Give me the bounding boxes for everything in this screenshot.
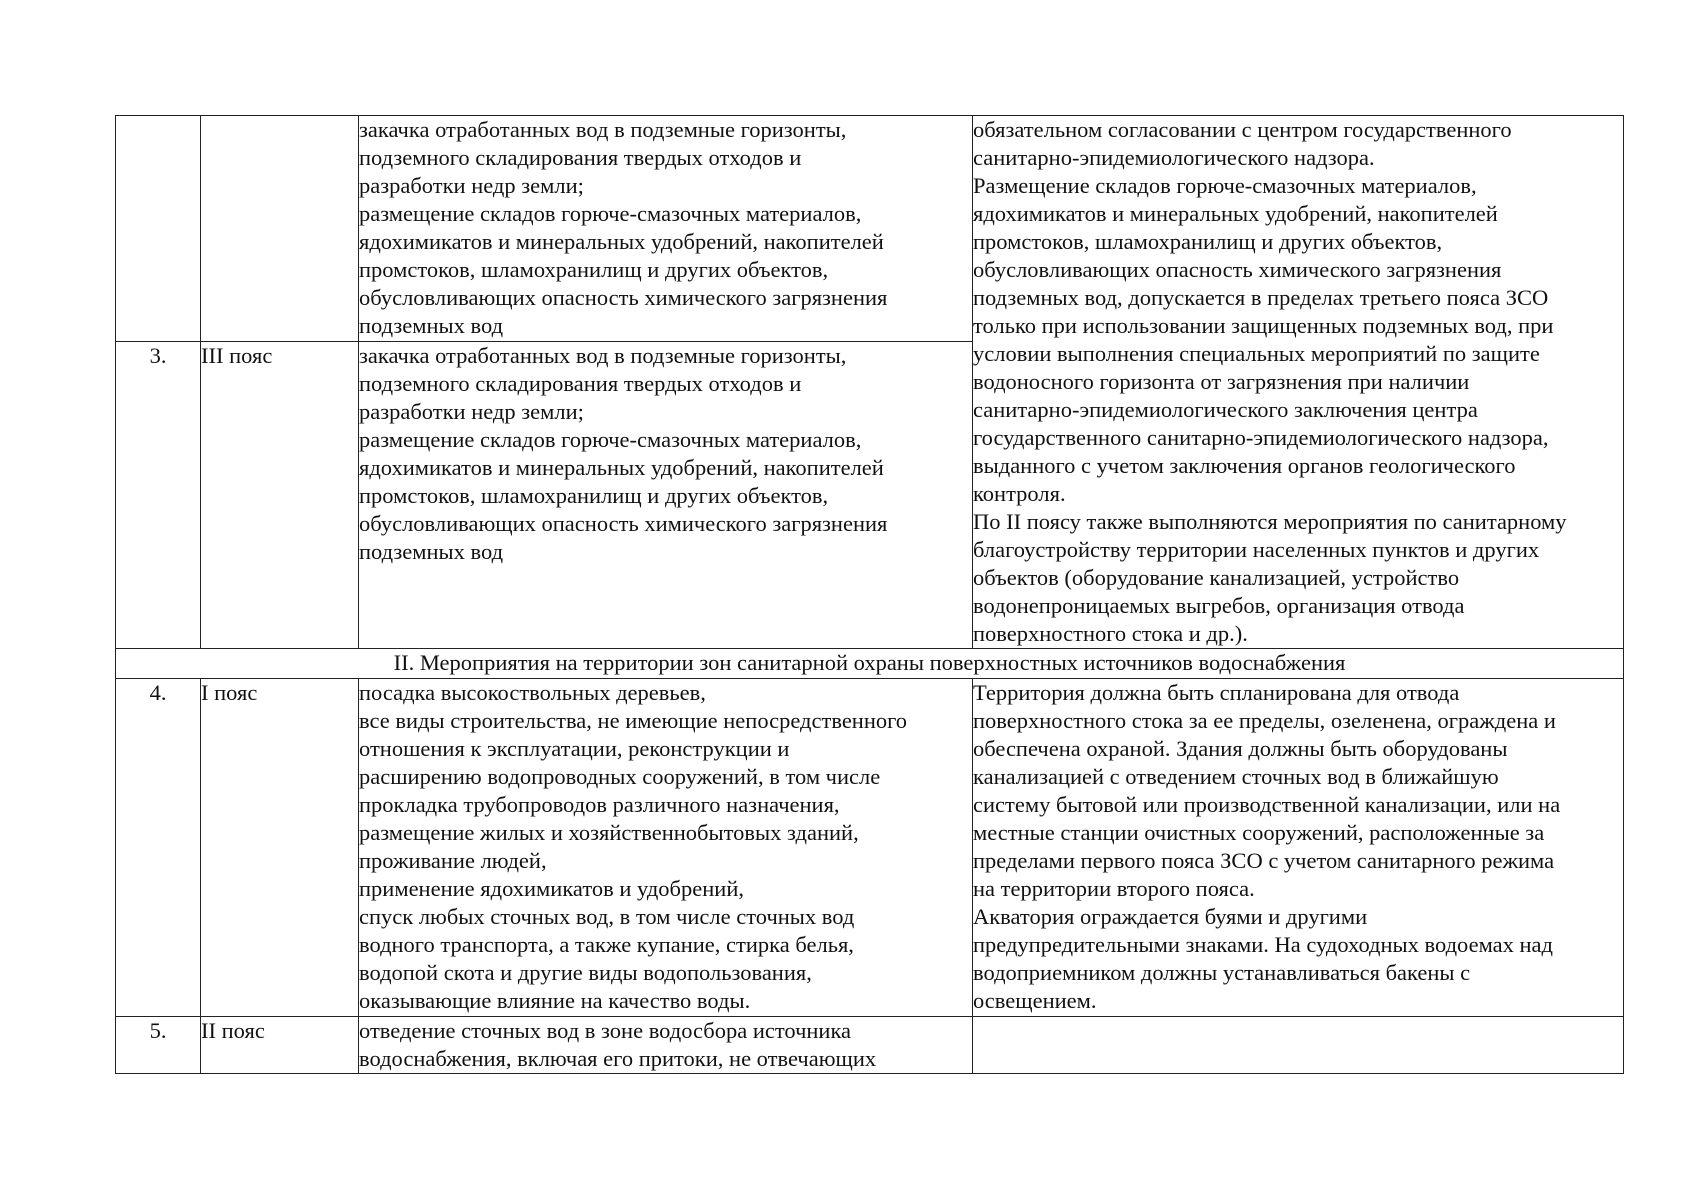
text-line: обусловливающих опасность химического загрязнения [359,285,888,310]
text-line: обусловливающих опасность химического загрязнения [359,511,888,536]
text-line: систему бытовой или производственной канализации, или на [973,792,1561,817]
text-line: канализацией с отведением сточных вод в ближайшую [973,764,1499,789]
text-line: размещение складов горюче-смазочных материалов, [359,201,862,226]
prohibited-measures-cell [359,116,973,342]
text-line: водного транспорта, а также купание, стирка белья, [359,932,854,957]
text-line: предупредительными знаками. На судоходных водоемах над [973,932,1553,957]
text-line: оказывающие влияние на качество воды. [359,988,751,1013]
text-line: обязательном согласовании с центром государственного [973,117,1512,142]
text-line: водопой скота и другие виды водопользования, [359,960,812,985]
text-line: выданного с учетом заключения органов геологического [973,453,1516,478]
row-number-cell: 3. [116,342,201,649]
row-number-cell: 5. [116,1017,201,1074]
row-number-cell [116,116,201,342]
text-line: государственного санитарно-эпидемиологического надзора, [973,425,1549,450]
text-line: поверхностного стока и др.). [973,621,1248,646]
text-line: Территория должна быть спланирована для отвода [973,680,1460,705]
text-line: отведение сточных вод в зоне водосбора источника [359,1018,852,1043]
text-line: Размещение складов горюче-смазочных материалов, [973,173,1477,198]
text-line: ядохимикатов и минеральных удобрений, накопителей [359,229,884,254]
prohibited-measures-cell [359,679,973,1017]
text-line: поверхностного стока за ее пределы, озеленена, ограждена и [973,708,1556,733]
text-line: размещение жилых и хозяйственнобытовых зданий, [359,820,859,845]
text-line: промстоков, шламохранилищ и других объектов, [359,483,829,508]
belt-cell: III пояс [201,342,359,649]
text-line: размещение складов горюче-смазочных материалов, [359,427,862,452]
text-line: водоносного горизонта от загрязнения при наличии [973,369,1470,394]
text-line: закачка отработанных вод в подземные горизонты, [359,343,847,368]
text-line: посадка высокоствольных деревьев, [359,680,706,705]
text-line: промстоков, шламохранилищ и других объектов, [973,229,1443,254]
text-line: благоустройству территории населенных пунктов и других [973,537,1540,562]
text-line: водоприемником должны устанавливаться бакены с [973,960,1471,985]
prohibited-measures-cell [359,342,973,649]
text-line: отношения к эксплуатации, реконструкции и [359,736,790,761]
text-line: подземного складирования твердых отходов и [359,371,802,396]
text-line: подземного складирования твердых отходов и [359,145,802,170]
text-line: расширению водопроводных сооружений, в том числе [359,764,881,789]
text-line: промстоков, шламохранилищ и других объектов, [359,257,829,282]
requirements-cell [973,1017,1624,1074]
belt-cell: II пояс [201,1017,359,1074]
text-line: санитарно-эпидемиологического заключения центра [973,397,1478,422]
table-row [116,116,1624,342]
belt-cell: I пояс [201,679,359,1017]
table-row [116,679,1624,1017]
text-line: разработки недр земли; [359,173,584,198]
text-line: проживание людей, [359,848,547,873]
text-line: на территории второго пояса. [973,876,1255,901]
belt-cell [201,116,359,342]
text-line: По II поясу также выполняются мероприятия по санитарному [973,509,1567,534]
text-line: санитарно-эпидемиологического надзора. [973,145,1375,170]
text-line: подземных вод [359,539,504,564]
text-line: подземных вод, допускается в пределах третьего пояса ЗСО [973,285,1549,310]
text-line: условии выполнения специальных мероприятий по защите [973,341,1540,366]
table-row [116,1017,1624,1074]
text-line: только при использовании защищенных подземных вод, при [973,313,1554,338]
text-line: водоснабжения, включая его притоки, не отвечающих [359,1046,877,1071]
text-line: закачка отработанных вод в подземные горизонты, [359,117,847,142]
sanitary-zone-table [115,115,1624,1074]
row-number-cell: 4. [116,679,201,1017]
text-line: прокладка трубопроводов различного назначения, [359,792,840,817]
text-line: пределами первого пояса ЗСО с учетом санитарного режима [973,848,1555,873]
text-line: Акватория ограждается буями и другими [973,904,1368,929]
section-title: II. Мероприятия на территории зон санитарной охраны поверхностных источников водоснабжения [116,649,1624,679]
text-line: водонепроницаемых выгребов, организация отвода [973,593,1465,618]
text-line: обеспечена охраной. Здания должны быть оборудованы [973,736,1508,761]
prohibited-measures-cell [359,1017,973,1074]
text-line: освещением. [973,988,1097,1013]
text-line: ядохимикатов и минеральных удобрений, накопителей [973,201,1498,226]
text-line: местные станции очистных сооружений, расположенные за [973,820,1545,845]
text-line: ядохимикатов и минеральных удобрений, накопителей [359,455,884,480]
text-line: все виды строительства, не имеющие непосредственного [359,708,908,733]
requirements-cell [973,116,1624,649]
requirements-cell [973,679,1624,1017]
text-line: подземных вод [359,313,504,338]
text-line: спуск любых сточных вод, в том числе сточных вод [359,904,855,929]
text-line: применение ядохимикатов и удобрений, [359,876,744,901]
text-line: контроля. [973,481,1066,506]
text-line: объектов (оборудование канализацией, устройство [973,565,1460,590]
text-line: обусловливающих опасность химического загрязнения [973,257,1502,282]
section-header-row [116,649,1624,679]
text-line: разработки недр земли; [359,399,584,424]
